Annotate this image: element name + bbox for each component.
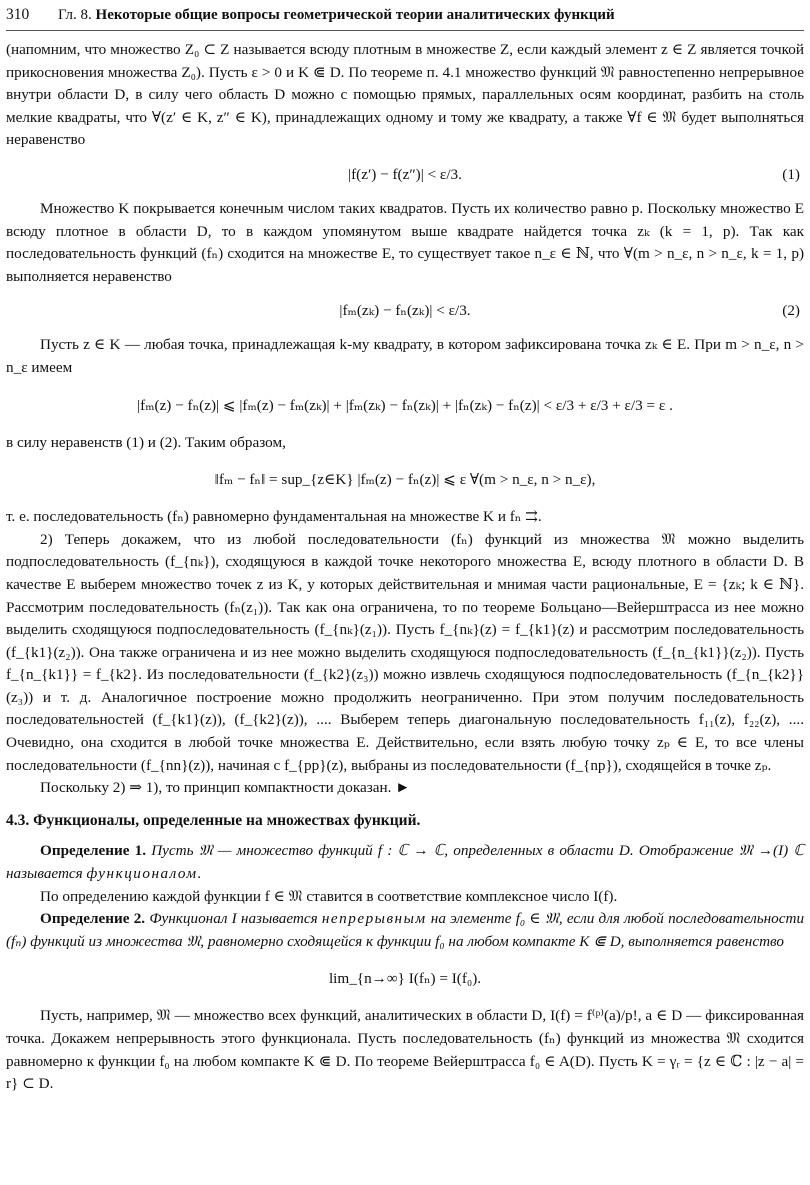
equation-5 <box>6 959 804 999</box>
definition-1-text: Пусть 𝔐 — множество функций f : ℂ → ℂ, определенных в области D. Отображение 𝔐 →(I) ℂ называется <box>6 842 805 883</box>
paragraph-6: 2) Теперь докажем, что из любой последовательности (fₙ) функций из множества 𝔐 можно выделить подпоследовательность (f_{nₖ}), сходящуюся в каждой точке некоторого множества E, всюду плотного в области D. В качестве E выберем множество точек z из K, у которых действительная и мнимая части рациональные, E = {zₖ; k ∈ ℕ}. Рассмотрим последовательность (fₙ(z₁)). Так как она ограничена, то по теореме Больцано—Вейерштрасса из нее можно выделить сходящуюся подпоследовательность (f_{nₖ}(z₁)). Пусть f_{nₖ}(z) = f_{k1}(z) и рассмотрим последовательность (f_{k1}(z₂)). Она также ограничена и из нее можно выделить сходящуюся подпоследовательность (f_{n_{k1}}(z₂)). Пусть f_{n_{k1}} = f_{k2}. Из последовательности (f_{k2}(z₃)) можно извлечь сходящуюся подпоследовательность (f_{n_{k2}}(z₃)) и т. д. Аналогичное построение можно продолжить неограниченно. При этом получим последовательность последовательностей (f_{k1}(z)), (f_{k2}(z)), .... Выберем теперь диагональную последовательность f₁₁(z), f₂₂(z), .... Очевидно, она сходится в любой точке множества E. Действительно, если взять любую точку zₚ ∈ E, то все члены последовательности (f_{nn}(z)), начиная с f_{pp}(z), выбраны из последовательности (f_{np}), сходящейся в точке zₚ. <box>6 530 804 774</box>
definition-1-term: функционалом. <box>86 865 203 883</box>
equation-1-body: |f(z′) − f(z″)| < ε/3. <box>348 165 462 183</box>
equation-3 <box>6 386 804 426</box>
equation-1 <box>6 158 804 192</box>
equation-4-body: ‖fₘ − fₙ‖ = sup_{z∈K} |fₘ(z) − fₙ(z)| ⩽ ε ∀(m > n_ε, n > n_ε), <box>214 471 596 489</box>
equation-1-number: (1) <box>782 165 800 183</box>
equation-3-body: |fₘ(z) − fₙ(z)| ⩽ |fₘ(z) − fₘ(zₖ)| + |fₘ(zₖ) − fₙ(zₖ)| + |fₙ(zₖ) − fₙ(z)| < ε/3 + ε/3 + ε/3 = ε . <box>137 396 673 414</box>
equation-2 <box>6 294 804 328</box>
equation-2-body: |fₘ(zₖ) − fₙ(zₖ)| < ε/3. <box>339 302 471 320</box>
definition-1-label: Определение 1. <box>40 842 147 860</box>
chapter-heading <box>58 4 615 27</box>
chapter-prefix: Гл. 8. <box>58 7 92 23</box>
running-header <box>6 4 804 31</box>
paragraph-7: Поскольку 2) ⇒ 1), то принцип компактности доказан. ► <box>40 779 411 797</box>
paragraph-8: По определению каждой функции f ∈ 𝔐 ставится в соответствие комплексное число I(f). <box>40 887 618 905</box>
definition-2-label: Определение 2. <box>40 910 146 928</box>
paragraph-5: т. е. последовательность (fₙ) равномерно фундаментальная на множестве K и fₙ ⇉. <box>6 508 542 526</box>
equation-2-number: (2) <box>782 302 800 320</box>
section-heading: 4.3. Функционалы, определенные на множествах функций. <box>6 811 421 829</box>
equation-4 <box>6 460 804 500</box>
chapter-title: Некоторые общие вопросы геометрической теории аналитических функций <box>95 7 615 23</box>
definition-2-text-b: на элементе f₀ ∈ 𝔐, если для любой последовательности (fₙ) функций из множества 𝔐, равномерно сходящейся к функции f₀ на любом компакте K ⋐ D, выполняется равенство <box>6 910 805 950</box>
definition-2-term: непрерывным <box>321 910 427 928</box>
definition-2 <box>6 908 804 953</box>
page <box>6 4 804 1096</box>
page-number: 310 <box>6 6 30 23</box>
paragraph-4: в силу неравенств (1) и (2). Таким образом, <box>6 433 286 451</box>
definition-1 <box>6 840 804 885</box>
definition-2-text-a: Функционал I называется <box>149 910 318 928</box>
paragraph-1: (напомним, что множество Z₀ ⊂ Z называется всюду плотным в множестве Z, если каждый элемент z ∈ Z является точкой прикосновения множества Z₀). Пусть ε > 0 и K ⋐ D. По теореме п. 4.1 множество функций 𝔐 равностепенно непрерывное внутри области D, в силу чего область D можно с помощью прямых, параллельных осям координат, разбить на столь мелкие квадраты, что ∀(z′ ∈ K, z″ ∈ K), принадлежащих одному и тому же квадрату, а также ∀f ∈ 𝔐 будет выполняться неравенство <box>6 41 804 149</box>
equation-5-body: lim_{n→∞} I(fₙ) = I(f₀). <box>328 970 482 988</box>
paragraph-3: Пусть z ∈ K — любая точка, принадлежащая k-му квадрату, в котором зафиксирована точка zₖ ∈ E. При m > n_ε, n > n_ε имеем <box>6 336 804 376</box>
paragraph-2: Множество K покрывается конечным числом таких квадратов. Пусть их количество равно p. Поскольку множество E всюду плотное в области D, то в каждом упомянутом выше квадрате найдется точка zₖ (k = 1, p). Так как последовательность функций (fₙ) сходится на множестве E, то существует такое n_ε ∈ ℕ, что ∀(m > n_ε, n > n_ε, k = 1, p) выполняется неравенство <box>6 199 804 285</box>
paragraph-9: Пусть, например, 𝔐 — множество всех функций, аналитических в области D, I(f) = f⁽ᵖ⁾(a)/p!, a ∈ D — фиксированная точка. Докажем непрерывность этого функционала. Пусть последовательность (fₙ) функций из множества 𝔐 сходится равномерно к функции f₀ на любом компакте K ⋐ D. По теореме Вейерштрасса f₀ ∈ A(D). Пусть K = γᵣ = {z ∈ ℂ : |z − a| = r} ⊂ D. <box>6 1007 804 1093</box>
